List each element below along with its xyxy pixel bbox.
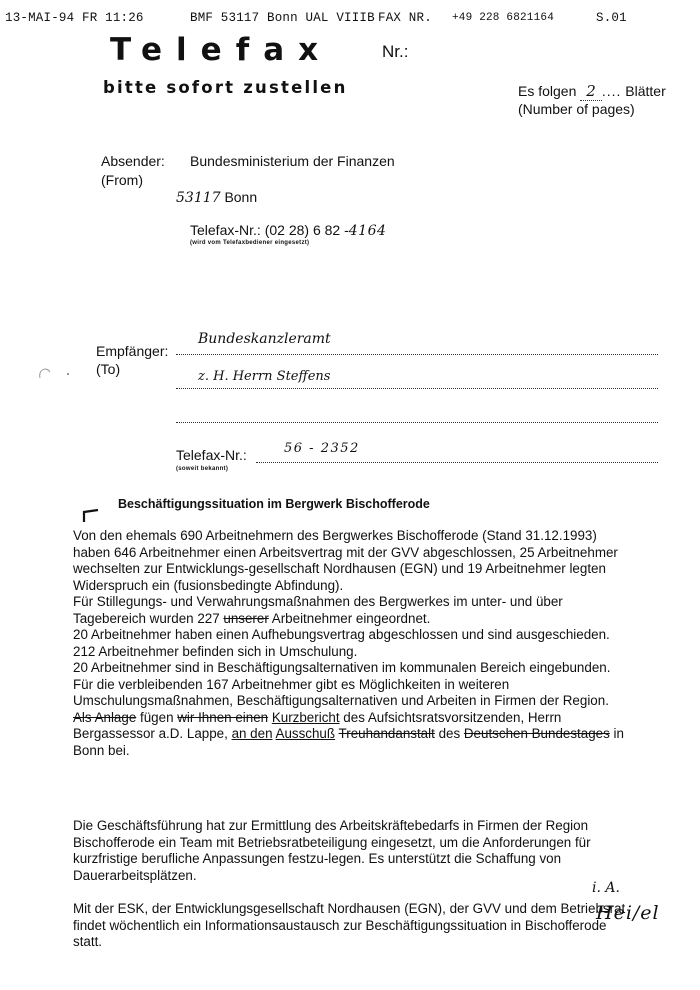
letter-body	[73, 528, 633, 759]
p5-text-c: des	[438, 726, 461, 741]
recipient-fax-note: (soweit bekannt)	[176, 466, 229, 472]
nr-label: Nr.:	[382, 42, 409, 61]
paragraph-3: 20 Arbeitnehmer haben einen Aufhebungsvertrag abgeschlossen und sind ausgeschieden. 212 Arbeitnehmer befinden sich in Umschulung.	[73, 627, 610, 659]
underlined-ausschuss: Ausschuß	[275, 726, 336, 741]
sender-fax-note: (wird vom Telefaxbediener eingesetzt)	[190, 240, 310, 246]
paragraph-2	[73, 594, 633, 627]
sender-address	[176, 188, 257, 208]
recipient-label-en: (To)	[96, 361, 121, 377]
recipient-line-1	[176, 354, 658, 355]
paragraph-1: Von den ehemals 690 Arbeitnehmern des Bergwerkes Bischofferode (Stand 31.12.1993) haben 646 Arbeitnehmer einen Arbeitsvertrag mit der GVV abgeschlossen, 25 Arbeitnehmer wechselten zur Entwicklungs-gesellschaft Nordhausen (EGN) und 19 Arbeitnehmer legten Widerspruch ein (fusionsbedingte Abfindung).	[73, 528, 618, 593]
page-title: Telefax	[110, 32, 333, 68]
underlined-an-den: an den	[231, 726, 273, 741]
struck-phrase-4: Deutschen Bundestages	[463, 726, 610, 741]
fax-page: S.01	[596, 11, 627, 25]
struck-word: unserer	[223, 610, 269, 626]
sender-label: Absender:	[101, 153, 165, 169]
sender-zip: 53117	[176, 190, 221, 206]
pages-label-post: Blätter	[625, 83, 666, 99]
recipient-label: Empfänger:	[96, 343, 169, 359]
struck-phrase-2: wir Ihnen einen	[177, 709, 269, 725]
pages-label: Es folgen	[518, 83, 577, 99]
fax-sender-code: BMF 53117 Bonn UAL VIIIB	[190, 11, 375, 25]
sender-fax-label: Telefax-Nr.: (02 28) 6 82 -	[190, 222, 349, 238]
recipient-attn-handwritten: z. H. Herrn Steffens	[198, 369, 331, 384]
fax-datetime: 13-MAI-94 FR 11:26	[5, 11, 144, 25]
letter-heading: Beschäftigungssituation im Bergwerk Bischofferode	[118, 497, 430, 511]
pages-label-en: (Number of pages)	[518, 101, 635, 117]
fax-number: +49 228 6821164	[452, 12, 555, 24]
fax-nr-label: FAX NR.	[378, 11, 432, 25]
sender-name: Bundesministerium der Finanzen	[190, 153, 395, 169]
signature-name: Hei/el	[596, 902, 660, 924]
recipient-fax-label: Telefax-Nr.:	[176, 447, 247, 463]
recipient-line-2	[176, 388, 658, 389]
paragraph-2b: Arbeitnehmer eingeordnet.	[271, 610, 431, 626]
recipient-fax-handwritten: 56 - 2352	[284, 441, 360, 456]
signature-initials: i. A.	[592, 880, 620, 896]
p5-text-a: fügen	[140, 709, 174, 725]
recipient-fax-line	[256, 462, 658, 463]
struck-phrase-3: Treuhandanstalt	[338, 726, 435, 741]
sender-fax-ext: 4164	[348, 223, 387, 239]
sender-fax	[190, 221, 386, 241]
p5-text-d: in Bonn bei.	[73, 726, 624, 758]
tick-mark-glyph	[80, 508, 102, 524]
paragraph-2a: Für Stillegungs- und Verwahrungsmaßnahmen des Bergwerkes im unter- und über Tagebereich wurden 227	[73, 594, 563, 626]
paragraph-6: Die Geschäftsführung hat zur Ermittlung des Arbeitskräftebedarfs in Firmen der Region Bischofferode ein Team mit Betriebsratbeteiligung eingesetzt, um die Anforderungen für kurzfristige berufliche Anpassungen festzu-legen. Es unterstützt die Schaffung von Dauerarbeitsplätzen.	[73, 818, 591, 883]
recipient-name-handwritten: Bundeskanzleramt	[198, 331, 331, 347]
paragraph-7: Mit der ESK, der Entwicklungsgesellschaft Nordhausen (EGN), der GVV und dem Betriebsrat findet wöchentlich ein Informationsaustausch zur Beschäftigungssituation in Bischofferode statt.	[73, 901, 626, 949]
paragraph-4: 20 Arbeitnehmer sind in Beschäftigungsalternativen im kommunalen Bereich eingebunden. Für die verbleibenden 167 Arbeitnehmer gibt es Möglichkeiten in weiteren Umschulungsmaßnahmen, Beschäftigungsalternativen und Arbeiten in Firmen der Region.	[73, 660, 611, 708]
struck-phrase-1: Als Anlage	[73, 709, 137, 725]
tick-mark	[80, 508, 102, 529]
recipient-line-3	[176, 422, 658, 423]
page-count: Es folgen 2 .... Blätter (Number of pages)	[518, 82, 666, 117]
paragraph-5	[73, 710, 633, 760]
sender-city: Bonn	[224, 189, 258, 205]
underlined-kurzbericht: Kurzbericht	[271, 709, 340, 725]
subtitle: bitte sofort zustellen	[103, 78, 348, 97]
margin-mark-glyph	[36, 362, 76, 382]
margin-mark	[36, 362, 76, 385]
pages-count-handwritten: 2	[580, 82, 602, 101]
p5-text-b: des Aufsichtsratsvorsitzenden, Herrn Bergassessor a.D. Lappe,	[73, 709, 562, 741]
sender-label-en: (From)	[101, 172, 143, 188]
